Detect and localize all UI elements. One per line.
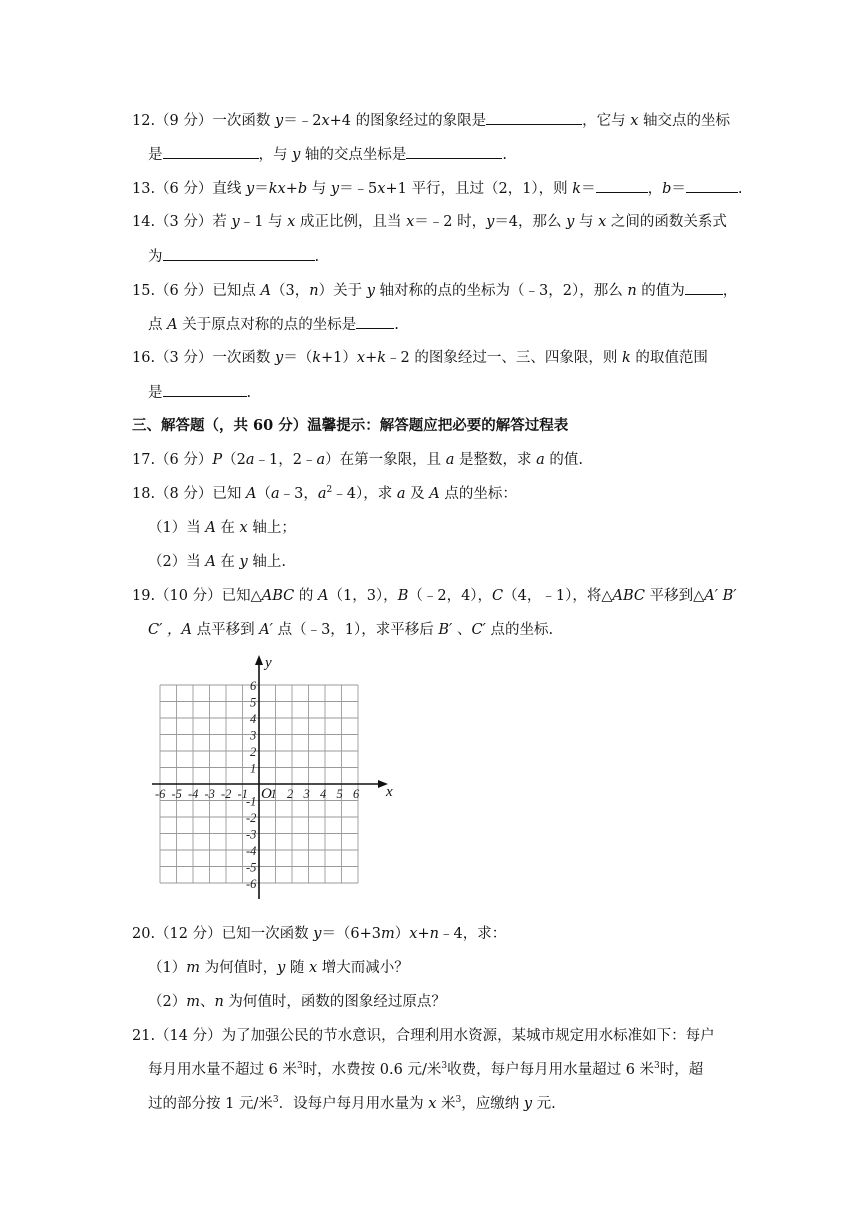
text: ABC [612,588,646,604]
problem-17 [132,450,583,470]
text: 过的部分按 1 元/米 [148,1096,273,1112]
text: +4 的图象经过的象限是 [329,113,487,129]
text: 轴对称的点的坐标为（﹣3，2），那么 [374,283,628,299]
text: 3 [272,1095,279,1106]
problem-14-line-2 [148,246,319,267]
text: 时，水费按 0.6 元/米 [302,1062,442,1078]
text: A′ [259,622,273,638]
text: x [377,181,386,197]
text: A [260,283,271,299]
text: a [245,452,255,468]
text: y [330,181,340,197]
text: （4，﹣1），将△ [503,588,613,604]
y-tick-label: -6 [246,877,257,891]
text: 每月用水量不超过 6 米 [148,1062,297,1078]
text: 平移到△ [645,588,705,604]
text: （3， [271,283,310,299]
y-tick-label: -1 [246,794,257,809]
y-tick-label: -5 [246,860,257,875]
text: a [271,486,280,502]
text: ） [394,926,410,942]
y-tick-label: 3 [250,728,257,743]
problem-20-part-2 [148,992,446,1012]
text: . [314,249,320,265]
answer-blank[interactable] [163,144,259,159]
text: ＝（ [283,350,313,366]
text: A [205,520,216,536]
text: 14.（3 分）若 [132,214,232,230]
text: ．设每户每月用水量为 [278,1096,429,1112]
text: a [316,452,326,468]
text: 元. [532,1096,556,1112]
text: 16.（3 分）一次函数 [132,350,276,366]
text: b [662,181,672,197]
text: 及 [405,486,430,502]
y-tick-label: -4 [246,844,257,858]
origin-label: O [261,786,272,802]
text: +1 平行，且过（2，1），则 [385,181,573,197]
text: 关于原点对称的点的坐标是 [177,317,357,333]
text: ， [647,181,663,197]
text: （2）当 [148,554,206,570]
answer-blank[interactable] [596,178,648,193]
answer-blank[interactable] [486,110,582,125]
text: （ [256,486,271,502]
text: x [409,926,418,942]
text: y [366,283,375,299]
text: 随 [285,960,310,976]
text: ﹣2 的图象经过一、三、四象限，则 [386,350,622,366]
text: . [394,317,399,333]
text: x [428,1096,437,1112]
problem-16-line-1 [132,348,708,368]
text: ， [722,283,738,299]
problem-18 [132,484,517,504]
text: ）在第一象限，且 [325,452,446,468]
text: y [277,960,286,976]
text: A [318,588,329,604]
x-tick-label: 1 [270,787,277,801]
text: k [572,181,582,197]
text: + [417,926,430,942]
problem-20 [132,924,506,944]
text: 在 [215,554,240,570]
text: 轴上； [247,520,296,536]
problem-15-line-2 [148,314,399,335]
text: 成正比例，且当 [295,214,407,230]
text: y [486,214,495,230]
answer-blank[interactable] [685,280,723,295]
text: ﹣1 与 [239,214,288,230]
x-tick-label: -3 [204,787,215,801]
text: . [737,181,743,197]
text: a [317,486,327,502]
text: n [214,994,224,1010]
text: y [313,926,322,942]
text: （2） [148,994,187,1010]
x-tick-label: -4 [188,787,199,801]
y-tick-label: 2 [250,745,257,759]
problem-12-line-1 [132,110,730,131]
text: ＝（6+3 [321,926,382,942]
x-axis-label: x [386,784,393,800]
text: 时，超 [659,1062,704,1078]
x-tick-label: 3 [303,787,310,801]
text: 轴交点的坐标 [638,113,731,129]
text: y [523,1096,533,1112]
text: 3 [455,1095,462,1106]
x-tick-label: 6 [353,787,360,801]
text: k [312,350,322,366]
problem-15-line-1 [132,280,737,301]
answer-blank[interactable] [406,144,502,159]
text: y [566,214,575,230]
text: 点的坐标. [485,622,554,638]
problem-21-line-1 [132,1026,715,1046]
x-tick-label: -1 [237,787,248,801]
x-tick-label: 2 [287,787,294,801]
tick-labels [155,655,393,891]
problem-18-part-1 [148,518,296,538]
text: A [246,486,257,502]
text: 21.（14 分）为了加强公民的节水意识，合理利用水资源，某城市规定用水标准如下：每户 [132,1028,715,1044]
text: ＝﹣5 [339,181,378,197]
text: ﹣3， [279,486,318,502]
text: ﹣4），求 [332,486,397,502]
text: 点（﹣3，1），求平移后 [272,622,439,638]
text: 为何值时，函数的图象经过原点？ [223,994,446,1010]
text: k [377,350,387,366]
y-axis-label: y [265,655,272,671]
text: y [292,147,301,163]
text: 3 [441,1061,448,1072]
text: 的 [294,588,318,604]
text: + [285,181,298,197]
text: m [381,926,395,942]
text: ＝﹣2 [283,113,322,129]
text: 17.（6 分） [132,452,213,468]
text: 3 [654,1061,660,1072]
text: 18.（8 分）已知 [132,486,247,502]
text: （2 [222,452,246,468]
text: 轴的交点坐标是 [300,147,407,163]
text: x [356,350,366,366]
problem-21-line-3 [148,1094,556,1114]
text: x [309,960,318,976]
text: x [321,113,330,129]
problem-12-line-2 [148,144,507,165]
text: m [186,960,200,976]
text: x [598,214,607,230]
text: （﹣2，4）， [408,588,493,604]
text: 为 [148,249,163,265]
answer-blank[interactable] [163,382,247,397]
text: . [246,385,252,401]
problem-13 [132,178,742,199]
text: y [231,214,240,230]
text: a [536,452,545,468]
x-tick-label: -2 [221,787,232,801]
text: ＝﹣2 时， [414,214,487,230]
answer-blank[interactable] [356,314,394,329]
text: + [365,350,378,366]
section-heading: 三、解答题（，共 60 分）温馨提示：解答题应把必要的解答过程表 [132,417,569,434]
text: b [297,181,308,197]
text: ，它与 [582,113,631,129]
text: a [445,452,455,468]
text: 、 [199,994,215,1010]
text: y [275,350,284,366]
text: 15.（6 分）已知点 [132,283,261,299]
text: x [630,113,639,129]
text: 点平移到 [191,622,260,638]
problem-21-line-2 [148,1060,703,1080]
text: （1） [148,960,187,976]
text: 在 [215,520,240,536]
text: （1）当 [148,520,206,536]
text: y [246,181,255,197]
text: y [239,554,248,570]
problem-19-line-2 [148,620,553,640]
text: 12.（9 分）一次函数 [132,113,276,129]
x-tick-label: 5 [336,787,343,801]
text: ＝ [671,181,686,197]
text: A [181,622,192,638]
text: 点的坐标： [439,486,517,502]
text: 与 [574,214,599,230]
text: 与 [307,181,331,197]
y-axis-arrow-icon [255,655,263,665]
text: 是整数，求 [454,452,537,468]
text: 13.（6 分）直线 [132,181,247,197]
text: ＝ [254,181,269,197]
text: ABC [261,588,295,604]
text: x [287,214,296,230]
text: 米 [436,1096,456,1112]
text: 的值为 [636,283,685,299]
problem-19-line-1 [132,586,737,606]
answer-blank[interactable] [686,178,738,193]
y-tick-label: -3 [246,827,257,842]
text: ）关于 [318,283,367,299]
text: 增大而减小？ [317,960,409,976]
text: n [429,926,439,942]
text: 20.（12 分）已知一次函数 [132,926,314,942]
answer-blank[interactable] [163,246,315,261]
text: x [239,520,248,536]
text: 之间的函数关系式 [606,214,727,230]
y-tick-label: 5 [250,695,257,710]
text: ＝ [581,181,596,197]
text: C [492,588,504,604]
text: A [429,486,440,502]
y-tick-label: 1 [250,761,257,776]
text: ，应缴纳 [461,1096,524,1112]
problem-18-part-2 [148,552,286,572]
text: B′ [438,622,453,638]
text: ＝4，那么 [494,214,567,230]
problem-14-line-1 [132,212,727,232]
text: 点 [148,317,168,333]
text: 3 [296,1061,303,1072]
text: +1） [321,350,357,366]
text: k [621,350,631,366]
text: C′ ， [148,622,182,638]
text: P [212,452,223,468]
text: A [205,554,216,570]
x-tick-label: 4 [320,787,327,801]
text: n [627,283,637,299]
text: 为何值时， [199,960,278,976]
text: 19.（10 分）已知△ [132,588,262,604]
y-tick-label: 6 [250,679,257,693]
text: 、 [452,622,472,638]
text: ﹣1，2﹣ [254,452,317,468]
text: a [396,486,406,502]
y-tick-label: -2 [246,811,257,825]
x-tick-label: -6 [155,787,166,801]
text: B [397,588,409,604]
text: x [406,214,415,230]
text: 的取值范围 [630,350,708,366]
text: A′ B′ [704,588,737,604]
text: 收费，每户每月用水量超过 6 米 [447,1062,655,1078]
text: （1，3）， [328,588,398,604]
text: A [167,317,178,333]
y-tick-label: 4 [250,712,257,726]
text: C′ [471,622,486,638]
problem-16-line-2 [148,382,251,403]
coordinate-grid [148,655,393,905]
text: kx [268,181,286,197]
text: ﹣4，求： [438,926,507,942]
text: 轴上. [247,554,286,570]
text: m [186,994,200,1010]
text: 的值. [544,452,584,468]
text: y [275,113,284,129]
text: ，与 [258,147,293,163]
x-tick-label: -5 [171,787,182,801]
text: n [309,283,319,299]
text: 是 [148,385,163,401]
problem-20-part-1 [148,958,409,978]
text: 2 [326,485,333,496]
text: 是 [148,147,163,163]
axes [152,655,388,899]
text: . [502,147,508,163]
